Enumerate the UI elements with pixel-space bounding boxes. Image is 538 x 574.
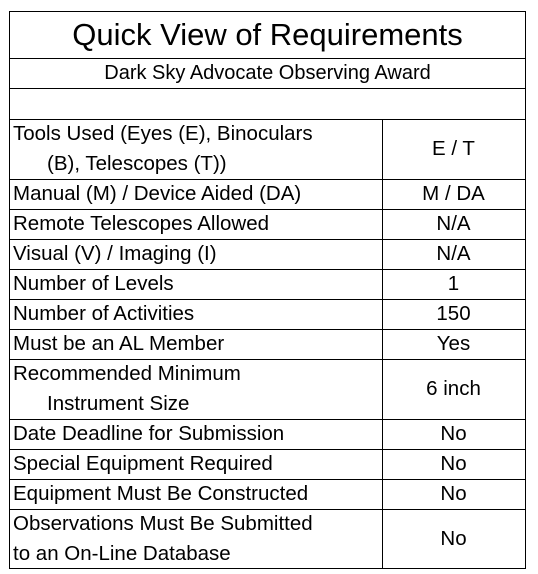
requirement-row-instrument bbox=[10, 359, 525, 419]
requirement-label: Date Deadline for Submission bbox=[13, 422, 285, 445]
table-title: Quick View of Requirements bbox=[72, 17, 463, 52]
requirement-label bbox=[10, 119, 382, 179]
requirement-label-line1: Recommended Minimum bbox=[13, 362, 241, 385]
requirement-row-deadline bbox=[10, 419, 525, 449]
requirement-value: M / DA bbox=[422, 182, 485, 205]
requirement-label-line1: Tools Used (Eyes (E), Binoculars bbox=[13, 122, 313, 145]
table-subtitle: Dark Sky Advocate Observing Award bbox=[104, 61, 431, 84]
requirement-label-line1: Observations Must Be Submitted bbox=[13, 512, 313, 535]
requirement-value: 150 bbox=[436, 302, 471, 325]
requirement-value: No bbox=[440, 422, 467, 445]
requirements-table bbox=[9, 11, 526, 569]
requirement-label bbox=[10, 509, 382, 569]
blank-row bbox=[10, 88, 525, 119]
requirement-row-levels bbox=[10, 269, 525, 299]
requirement-row-activities bbox=[10, 299, 525, 329]
requirement-row-manual bbox=[10, 179, 525, 209]
requirement-value: Yes bbox=[436, 332, 471, 355]
requirement-row-membership bbox=[10, 329, 525, 359]
requirement-row-special-equipment bbox=[10, 449, 525, 479]
requirement-label-line2: to an On-Line Database bbox=[13, 542, 231, 565]
requirement-value: E / T bbox=[432, 137, 475, 160]
requirement-label-line2: Instrument Size bbox=[47, 392, 190, 415]
requirement-value: No bbox=[440, 452, 467, 475]
requirement-row-database bbox=[10, 509, 525, 569]
requirement-row-tools bbox=[10, 119, 525, 179]
requirement-row-visual bbox=[10, 239, 525, 269]
requirement-value: No bbox=[440, 527, 467, 550]
requirement-label: Must be an AL Member bbox=[13, 332, 225, 355]
requirement-label: Visual (V) / Imaging (I) bbox=[13, 242, 217, 265]
requirement-label: Number of Levels bbox=[13, 272, 174, 295]
requirement-label: Special Equipment Required bbox=[13, 452, 273, 475]
requirement-value: N/A bbox=[436, 242, 471, 265]
requirement-value: N/A bbox=[436, 212, 471, 235]
requirement-row-remote bbox=[10, 209, 525, 239]
requirement-label: Number of Activities bbox=[13, 302, 195, 325]
requirement-value: 6 inch bbox=[426, 377, 481, 400]
requirement-value: 1 bbox=[447, 272, 460, 295]
requirement-label: Manual (M) / Device Aided (DA) bbox=[13, 182, 302, 205]
requirement-label bbox=[10, 359, 382, 419]
requirement-label: Equipment Must Be Constructed bbox=[13, 482, 309, 505]
requirement-label-line2: (B), Telescopes (T)) bbox=[47, 152, 227, 175]
requirement-row-constructed bbox=[10, 479, 525, 509]
requirement-label: Remote Telescopes Allowed bbox=[13, 212, 270, 235]
requirement-value: No bbox=[440, 482, 467, 505]
